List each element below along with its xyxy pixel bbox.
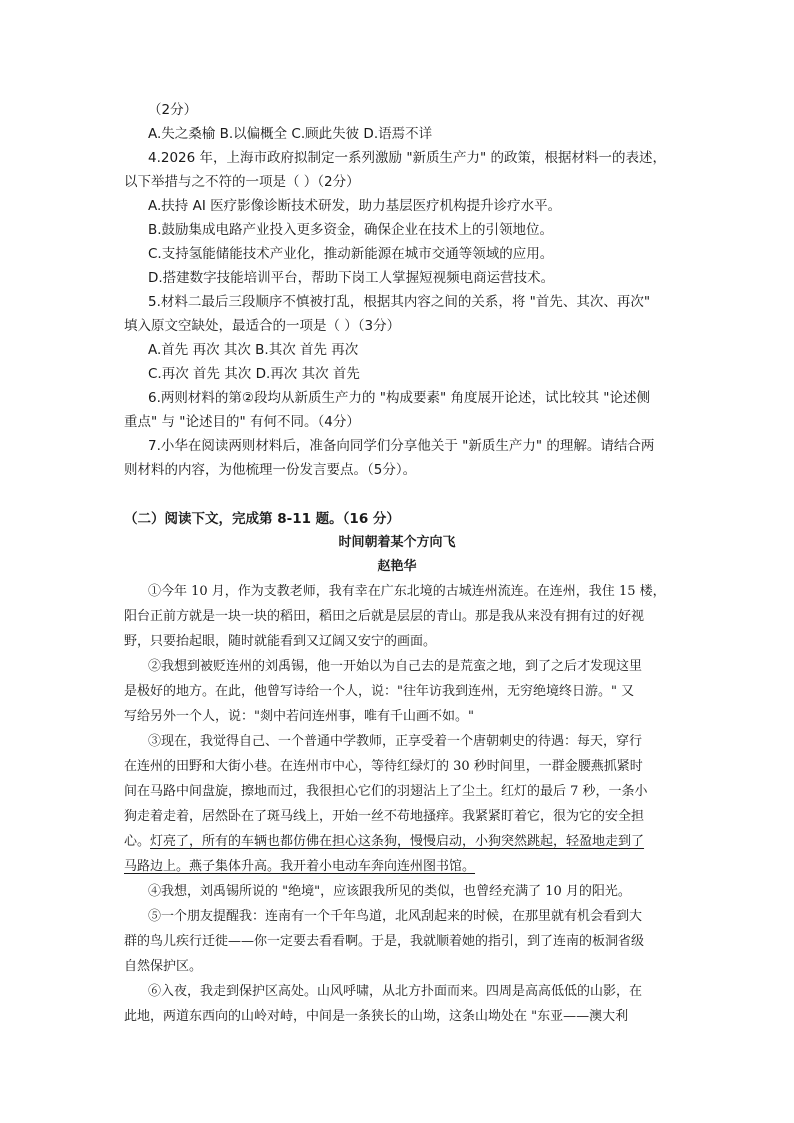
paragraph-3-line5 <box>124 832 644 852</box>
section-header: （二）阅读下文，完成第 8-11 题。（16 分） <box>124 511 400 527</box>
paragraph-2-line1: ②我想到被贬连州的刘禹锡，他一开始以为自己去的是荒蛮之地，到了之后才发现这里 <box>148 659 643 674</box>
q3-options: A.失之桑榆 B.以偏概全 C.顾此失彼 D.语焉不详 <box>148 126 433 142</box>
paragraph-3-line2: 在连州的田野和大街小巷。在连州市中心，等待红绿灯的 30 秒时间里，一群金腰燕抓紧时 <box>124 759 643 774</box>
paragraph-1-line1: ①今年 10 月，作为支教老师，我有幸在广东北境的古城连州流连。在连州，我住 15 楼， <box>148 584 666 599</box>
article-author: 赵艳华 <box>377 559 417 574</box>
q5-options-ab: A.首先 再次 其次 B.其次 首先 再次 <box>148 342 359 358</box>
q6-stem-line1: 6.两则材料的第②段均从新质生产力的 "构成要素" 角度展开论述，试比较其 "论述侧 <box>148 390 650 406</box>
paragraph-1-line3: 野，只要抬起眼，随时就能看到又辽阔又安宁的画面。 <box>124 634 437 649</box>
paragraph-3-line5-plain: 心。 <box>124 834 151 849</box>
paragraph-6-line1: ⑥入夜，我走到保护区高处。山风呼啸，从北方扑面而来。四周是高高低低的山影，在 <box>148 984 643 999</box>
paragraph-3-line3: 间在马路中间盘旋，擦地而过，我很担心它们的羽翅沾上了尘土。红灯的最后 7 秒，一条小 <box>124 784 648 799</box>
q4-option-b: B.鼓励集成电路产业投入更多资金，确保企业在技术上的引领地位。 <box>148 222 554 238</box>
q4-stem-line2: 以下举措与之不符的一项是（ ）（2分） <box>124 174 360 190</box>
q4-option-a: A.扶持 AI 医疗影像诊断技术研发，助力基层医疗机构提升诊疗水平。 <box>148 198 562 214</box>
underlined-sentence-part2: 马路边上。燕子集体升高。我开着小电动车奔向连州图书馆。 <box>124 859 476 874</box>
q4-option-d: D.搭建数字技能培训平台，帮助下岗工人掌握短视频电商运营技术。 <box>148 270 555 286</box>
q5-stem-line2: 填入原文空缺处，最适合的一项是（ ）（3分） <box>124 318 401 334</box>
paragraph-5-line2: 群的鸟儿疾行迁徙——你一定要去看看啊。于是，我就顺着她的指引，到了连南的板洞省级 <box>124 934 645 949</box>
q6-stem-line2: 重点" 与 "论述目的" 有何不同。（4分） <box>124 414 360 430</box>
q7-stem-line2: 则材料的内容，为他梳理一份发言要点。（5分）。 <box>124 462 417 478</box>
paragraph-1-line2: 阳台正前方就是一块一块的稻田，稻田之后就是层层的青山。那是我从来没有拥有过的好视 <box>124 609 645 624</box>
q4-option-c: C.支持氢能储能技术产业化，推动新能源在城市交通等领域的应用。 <box>148 246 554 262</box>
paragraph-4-line1: ④我想，刘禹锡所说的 "绝境"，应该跟我所见的类似，也曾经充满了 10 月的阳光。 <box>148 884 631 899</box>
q4-stem-line1: 4.2026 年，上海市政府拟制定一系列激励 "新质生产力" 的政策，根据材料一的表述， <box>148 150 667 166</box>
paragraph-5-line1: ⑤一个朋友提醒我：连南有一个千年鸟道，北风刮起来的时候，在那里就有机会看到大 <box>148 909 643 924</box>
paragraph-3-line1: ③现在，我觉得自己、一个普通中学教师，正享受着一个唐朝刺史的待遇：每天，穿行 <box>148 734 643 749</box>
paragraph-3-line4: 狗走着走着，居然卧在了斑马线上，开始一丝不苟地搔痒。我紧紧盯着它，很为它的安全担 <box>124 809 645 824</box>
article-title: 时间朝着某个方向飞 <box>338 535 456 550</box>
paragraph-6-line2: 此地，两道东西向的山岭对峙，中间是一条狭长的山坳，这条山坳处在 "东亚——澳大利 <box>124 1009 629 1024</box>
paragraph-5-line3: 自然保护区。 <box>124 959 203 974</box>
underlined-sentence-part1: 灯亮了，所有的车辆也都仿佛在担心这条狗，慢慢启动，小狗突然跳起，轻盈地走到了 <box>150 834 645 849</box>
paragraph-2-line2: 是极好的地方。在此，他曾写诗给一个人，说："往年访我到连州，无穷绝境终日游。" 又 <box>124 684 635 699</box>
paragraph-2-line3: 写给另外一个人，说："剡中若问连州事，唯有千山画不如。" <box>124 709 474 724</box>
q5-stem-line1: 5.材料二最后三段顺序不慎被打乱，根据其内容之间的关系，将 "首先、其次、再次" <box>148 294 651 310</box>
q7-stem-line1: 7.小华在阅读两则材料后，准备向同学们分享他关于 "新质生产力" 的理解。请结合两 <box>148 438 655 454</box>
q3-score-note: （2分） <box>148 102 198 118</box>
q5-options-cd: C.再次 首先 其次 D.再次 其次 首先 <box>148 366 360 382</box>
